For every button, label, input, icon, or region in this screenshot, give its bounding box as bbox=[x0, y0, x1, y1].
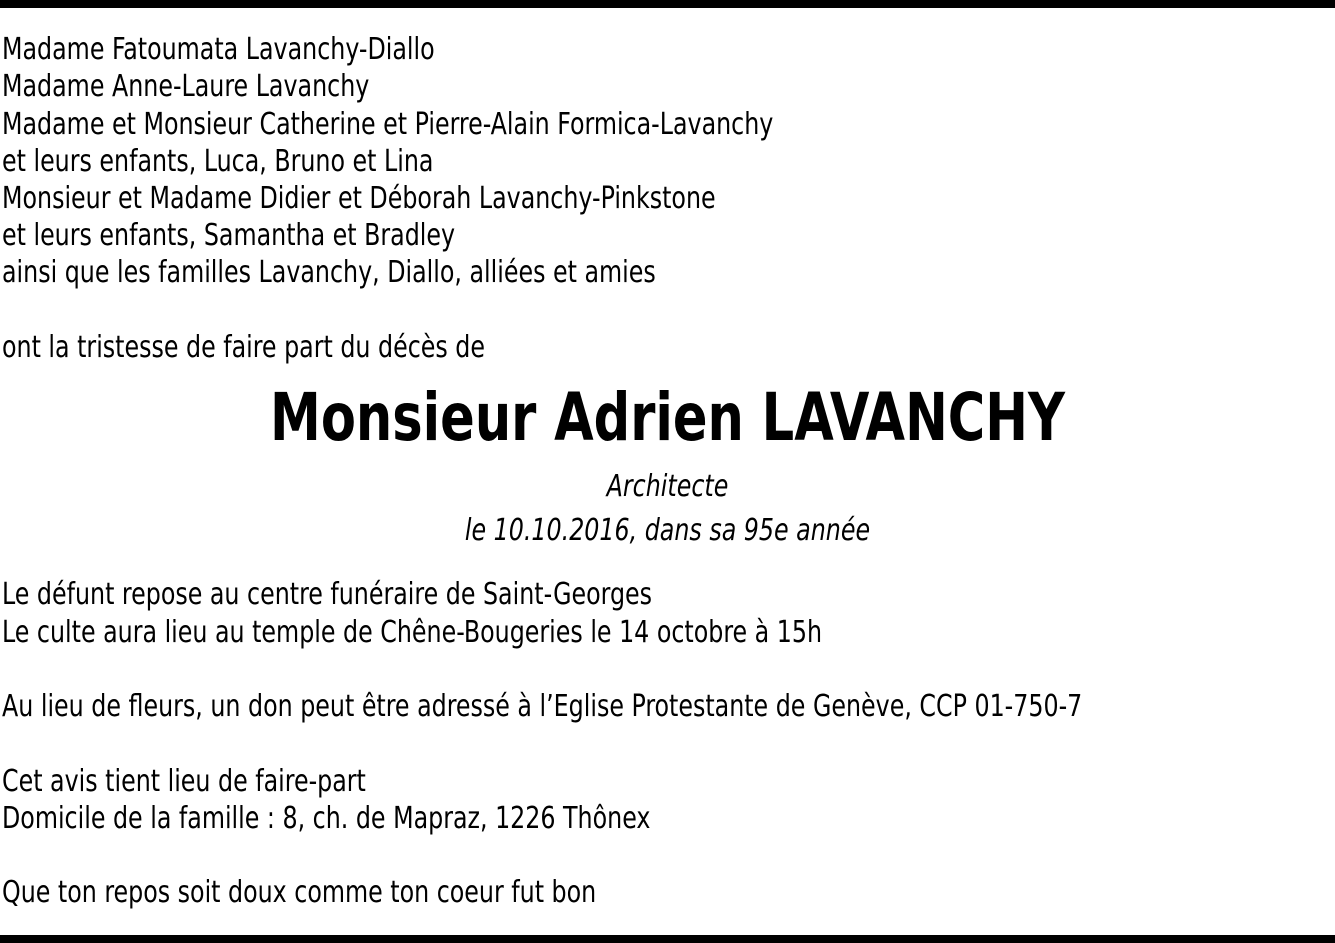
culte-text: Le culte aura lieu au temple de Chêne-Bougeries le 14 octobre à 15h bbox=[2, 615, 823, 650]
repose-text: Le défunt repose au centre funéraire de Saint-Georges bbox=[2, 577, 653, 612]
deceased-profession: Architecte bbox=[606, 469, 729, 504]
closing-text: Que ton repos soit doux comme ton coeur fut bon bbox=[2, 875, 597, 910]
family-line-1: Madame Fatoumata Lavanchy-Diallo bbox=[2, 32, 435, 67]
donation-text: Au lieu de fleurs, un don peut être adressé à l’Eglise Protestante de Genève, CCP 01-750-7 bbox=[2, 689, 1083, 724]
deceased-date: le 10.10.2016, dans sa 95e année bbox=[464, 513, 871, 548]
deceased-name: Monsieur Adrien LAVANCHY bbox=[270, 379, 1065, 456]
top-rule bbox=[0, 0, 1335, 8]
family-line-2: Madame Anne-Laure Lavanchy bbox=[2, 69, 370, 104]
family-line-3: Madame et Monsieur Catherine et Pierre-Alain Formica-Lavanchy bbox=[2, 107, 774, 142]
bottom-rule bbox=[0, 935, 1335, 943]
family-line-6: et leurs enfants, Samantha et Bradley bbox=[2, 218, 456, 253]
domicile-text: Domicile de la famille : 8, ch. de Mapraz, 1226 Thônex bbox=[2, 801, 651, 836]
announcement-text: ont la tristesse de faire part du décès de bbox=[2, 330, 486, 365]
family-line-4: et leurs enfants, Luca, Bruno et Lina bbox=[2, 144, 434, 179]
family-line-5: Monsieur et Madame Didier et Déborah Lavanchy-Pinkstone bbox=[2, 181, 716, 216]
notice-text: Cet avis tient lieu de faire-part bbox=[2, 764, 366, 799]
family-line-7: ainsi que les familles Lavanchy, Diallo, alliées et amies bbox=[2, 255, 656, 290]
